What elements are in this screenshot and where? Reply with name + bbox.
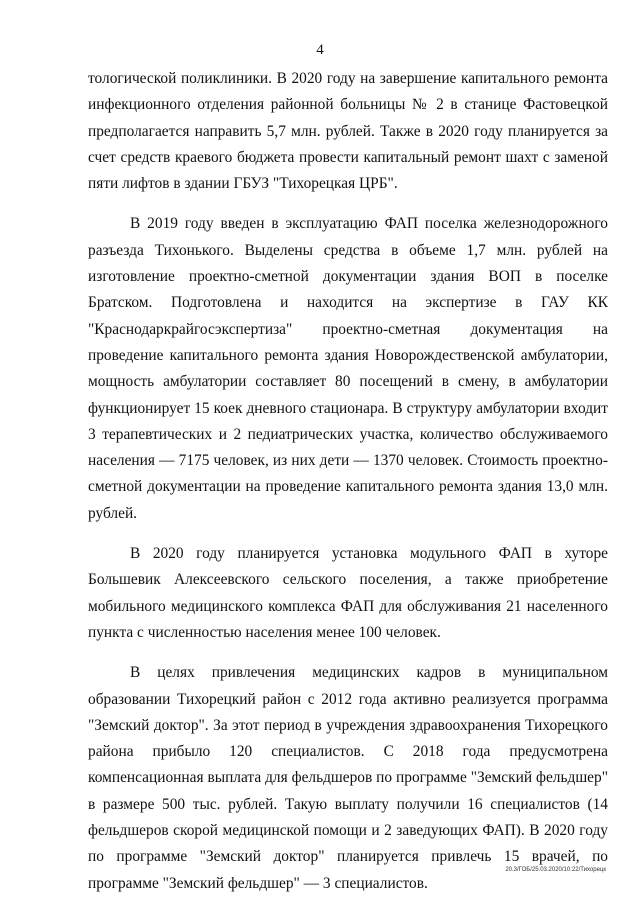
paragraph-3: В 2020 году планируется установка модульного ФАП в хуторе Большевик Алексеевского сельского поселения, а также приобретение мобильного медицинского комплекса ФАП для обслуживания 21 населенного пункта с численностью населения менее 100 человек. xyxy=(88,545,608,641)
page-number: 4 xyxy=(316,42,324,58)
paragraph-1: тологической поликлиники. В 2020 году на завершение капитального ремонта инфекционного отделения районной больницы № 2 в станице Фастовецкой предполагается направить 5,7 млн. рублей. Также в 2020 году планируется за счет средств краевого бюджета провести капитальный ремонт шахт с заменой пяти лифтов в здании ГБУЗ "Тихорецкая ЦРБ". xyxy=(88,70,608,193)
paragraph-4: В целях привлечения медицинских кадров в муниципальном образовании Тихорецкий район с 2012 года активно реализуется программа "Земский доктор". За этот период в учреждения здравоохранения Тихорецкого района прибыло 120 специалистов. С 2018 года предусмотрена компенсационная выплата для фельдшеров по программе "Земский фельдшер" в размере 500 тыс. рублей. Такую выплату получили 16 специалистов (14 фельдшеров скорой медицинской помощи и 2 заведующих ФАП). В 2020 году по программе "Земский доктор" планируется привлечь 15 врачей, по программе "Земский фельдшер" — 3 специалистов. xyxy=(88,664,608,892)
document-body xyxy=(88,66,608,911)
footer-code: 20.3/ГОБ/25.03.2020/10:22/Тихорецк xyxy=(505,867,606,873)
paragraph-2: В 2019 году введен в эксплуатацию ФАП поселка железнодорожного разъезда Тихонького. Выделены средства в объеме 1,7 млн. рублей на изготовление проектно-сметной документации здания ВОП в поселке Братском. Подготовлена и находится на экспертизе в ГАУ КК "Краснодаркрайгосэкспертиза" проектно-сметная документация на проведение капитального ремонта здания Новорождественской амбулатории, мощность амбулатории составляет 80 посещений в смену, в амбулатории функционирует 15 коек дневного стационара. В структуру амбулатории входит 3 терапевтических и 2 педиатрических участка, количество обслуживаемого населения — 7175 человек, из них дети — 1370 человек. Стоимость проектно-сметной документации на проведение капитального ремонта здания 13,0 млн. рублей. xyxy=(88,215,608,522)
